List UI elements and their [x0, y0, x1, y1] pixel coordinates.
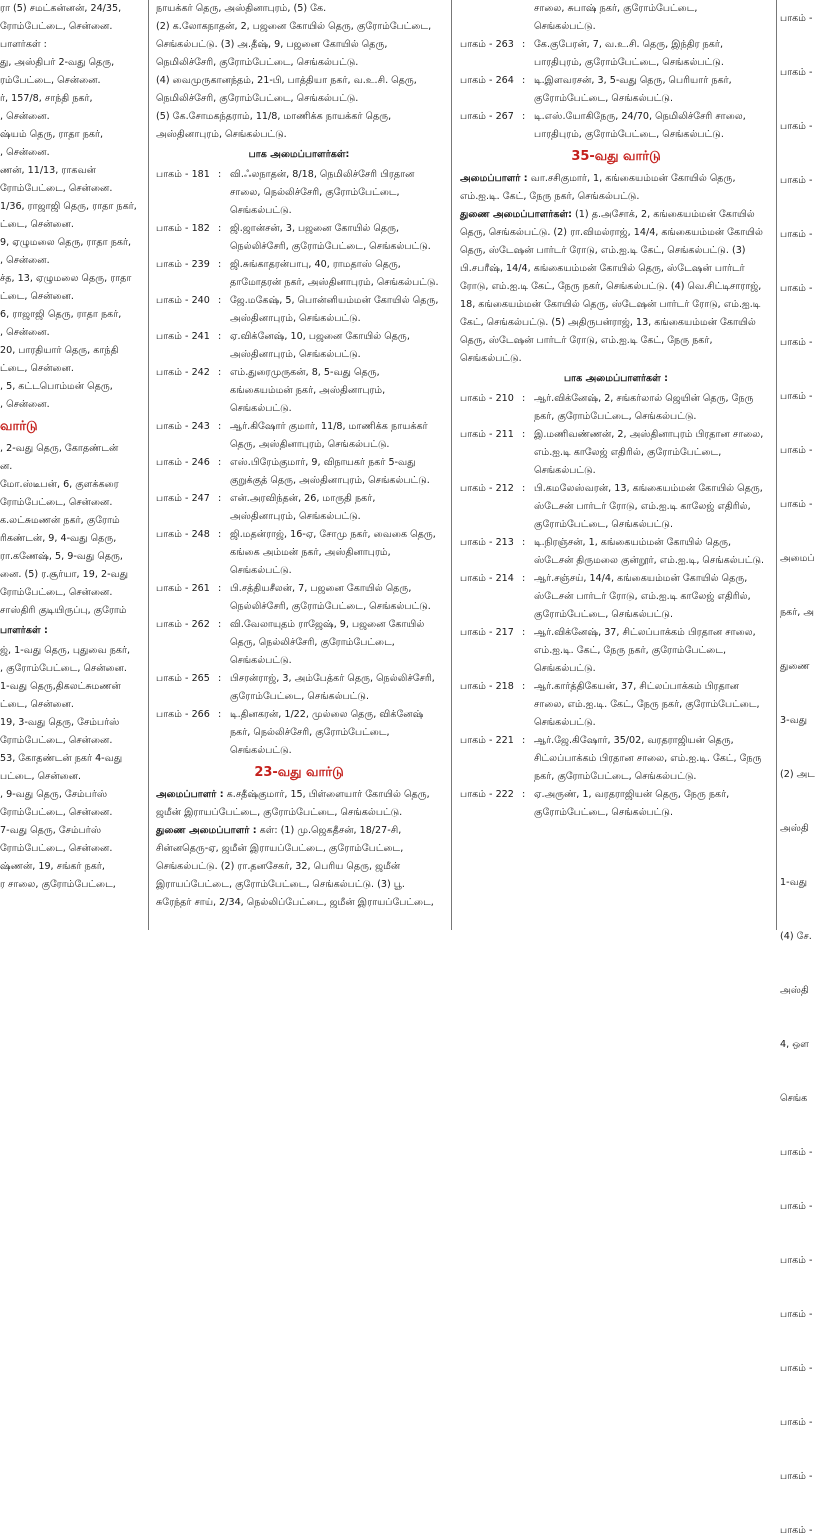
- text-line: , 5, கட்டபொம்மன் தெரு,: [0, 381, 113, 392]
- column-3-top: [460, 0, 772, 36]
- deputy-label: துணை அமைப்பாளர் :: [156, 825, 257, 836]
- text-line: ஜ், 1-வது தெரு, புதுவை நகர்,: [0, 645, 131, 656]
- text-line: ட்டை, சென்னை.: [0, 699, 74, 710]
- booth-entry: [460, 108, 772, 144]
- booth-heading: பாக அமைப்பாளர்கள்:: [248, 149, 350, 160]
- text-line: பட்டை, சென்னை.: [0, 771, 82, 782]
- booth-number: பாகம் - 181: [156, 169, 210, 180]
- text-line: ணன், 11/13, ராகவன்: [0, 165, 96, 176]
- separator: :: [522, 393, 526, 404]
- booth-number: பாகம் - 182: [156, 223, 210, 234]
- text-line: அமைப்: [780, 553, 815, 564]
- text-line: பாகம் -: [780, 229, 813, 240]
- separator: :: [522, 111, 526, 122]
- separator: :: [522, 39, 526, 50]
- booth-address: பி.சத்தியசீலன், 7, பஜனை கோயில் தெரு, நெல்லிச்சேரி, குரோம்பேட்டை, செங்கல்பட்டு.: [230, 583, 431, 612]
- separator: :: [218, 457, 222, 468]
- text-line: ரம்பேட்டை, சென்னை.: [0, 75, 101, 86]
- booth-entry: [156, 256, 442, 292]
- booth-number: பாகம் - 261: [156, 583, 210, 594]
- text-line: ரோம்பேட்டை, சென்னை.: [0, 183, 113, 194]
- booth-number: பாகம் - 242: [156, 367, 210, 378]
- booth-entry: [156, 292, 442, 328]
- booth-entry: [156, 220, 442, 256]
- text-line: ரிகண்டன், 9, 4-வது தெரு,: [0, 533, 117, 544]
- text-line: மோ.ஸ்டீபன், 6, குளக்கரை: [0, 479, 119, 490]
- text-line: க.லட்சுமணன் நகர், குரோம்: [0, 515, 120, 526]
- text-line: பாகம் -: [780, 499, 813, 510]
- booth-address: எம்.துரைமுருகன், 8, 5-வது தெரு, கங்கையம்மன் நகர், அஸ்தினாபுரம், செங்கல்பட்டு.: [230, 367, 386, 414]
- text-line: 3-வது: [780, 715, 808, 726]
- text-line: நெமிலிச்சேரி, குரோம்பேட்டை, செங்கல்பட்டு.: [156, 93, 359, 104]
- text-line: (2) க.லோகநாதன், 2, பஜனை கோயில் தெரு, குரோம்பேட்டை,: [156, 21, 432, 32]
- separator: :: [522, 789, 526, 800]
- text-line: ட்டை, சென்னை.: [0, 363, 74, 374]
- booth-number: பாகம் - 247: [156, 493, 210, 504]
- booth-address: ஜி.மதன்ராஜ், 16-ஏ, சோமு நகர், வைகை தெரு, கங்கை அம்மன் நகர், அஸ்தினாபுரம், செங்கல்பட்டு.: [230, 529, 436, 576]
- text-line: பாகம் -: [780, 1525, 813, 1536]
- booth-number: பாகம் - 241: [156, 331, 210, 342]
- column-1-lines-c: [0, 642, 140, 894]
- text-line: , குரோம்பேட்டை, சென்னை.: [0, 663, 127, 674]
- booth-entry: [460, 480, 772, 534]
- text-line: ரோம்பேட்டை, சென்னை.: [0, 807, 113, 818]
- separator: :: [522, 627, 526, 638]
- booth-number: பாகம் - 248: [156, 529, 210, 540]
- separator: :: [522, 537, 526, 548]
- text-line: பாகம் -: [780, 391, 813, 402]
- text-line: பாகம் -: [780, 175, 813, 186]
- booth-address: டி.இளவரசன், 3, 5-வது தெரு, பெரியார் நகர், குரோம்பேட்டை, செங்கல்பட்டு.: [534, 75, 732, 104]
- booth-heading: பாக அமைப்பாளர்கள் :: [563, 373, 669, 384]
- booth-entry: [156, 706, 442, 760]
- text-line: (5) கே.சோமகந்தராம், 11/8, மாணிக்க நாயக்கர் தெரு,: [156, 111, 392, 122]
- text-line: பாகம் -: [780, 13, 813, 24]
- separator: :: [218, 529, 222, 540]
- column-1-lines-b: [0, 440, 140, 620]
- organizer-paragraph: [156, 786, 442, 822]
- booth-address: ஆர்.விக்னேஷ், 37, சிட்லப்பாக்கம் பிரதான சாலை, எம்.ஐ.டி. கேட், நேரு நகர், குரோம்பேட்டை, செங்கல்பட்டு.: [534, 627, 756, 674]
- text-line: 7-வது தெரு, சேம்பர்ஸ்: [0, 825, 102, 836]
- booth-address: ஆர்.விக்னேஷ், 2, சங்கர்லால் ஜெயின் தெரு, நேரு நகர், குரோம்பேட்டை, செங்கல்பட்டு.: [534, 393, 754, 422]
- text-line: ரோம்பேட்டை, சென்னை.: [0, 497, 113, 508]
- booth-address: ஜி.சுங்காதரன்பாபு, 40, ராமதாஸ் தெரு, தாமோதரன் நகர், அஸ்தினாபுரம், செங்கல்பட்டு.: [230, 259, 439, 288]
- text-line: ரா (5) சமட்கன்னன், 24/35,: [0, 3, 122, 14]
- text-line: ஷ்யம் தெரு, ராதா நகர்,: [0, 129, 104, 140]
- text-line: ஷ்ணன், 19, சங்கர் நகர்,: [0, 861, 105, 872]
- booth-number: பாகம் - 214: [460, 573, 514, 584]
- booth-number: பாகம் - 213: [460, 537, 514, 548]
- separator: :: [522, 483, 526, 494]
- text-line: , சென்னை.: [0, 399, 50, 410]
- separator: :: [218, 259, 222, 270]
- text-line: ன.: [0, 461, 13, 472]
- booth-number: பாகம் - 211: [460, 429, 514, 440]
- booth-entry: [156, 670, 442, 706]
- booth-address: ஆர்.சஞ்சய், 14/4, கங்கையம்மன் கோயில் தெரு, ஸ்டேசன் பார்டர் ரோடு, எம்.ஐ.டி காலேஜ் எதிரில், குரோம்பேட்டை, செங்கல்பட்டு.: [534, 573, 751, 620]
- text-line: , சென்னை.: [0, 255, 50, 266]
- booth-entry: [460, 678, 772, 732]
- text-line: ச்த, 13, ஏழுமலை தெரு, ராதா: [0, 273, 132, 284]
- text-line: , சென்னை.: [0, 327, 50, 338]
- column-4-mid: [780, 550, 815, 1108]
- booth-number: பாகம் - 240: [156, 295, 210, 306]
- text-line: பாகம் -: [780, 445, 813, 456]
- booth-entry: [460, 390, 772, 426]
- booth-address: ஜி.ஜான்சன், 3, பஜனை கோயில் தெரு, நெல்லிச்சேரி, குரோம்பேட்டை, செங்கல்பட்டு.: [230, 223, 431, 252]
- booth-entry: [156, 526, 442, 580]
- booth-number: பாகம் - 221: [460, 735, 514, 746]
- text-line: (4) வைமுருகானந்தம், 21-பி, பாத்தியா நகர், வ.உ.சி. தெரு,: [156, 75, 417, 86]
- separator: :: [218, 169, 222, 180]
- text-line: ரோம்பேட்டை, சென்னை.: [0, 587, 113, 598]
- text-line: ரோம்பேட்டை, சென்னை.: [0, 843, 113, 854]
- text-line: பாகம் -: [780, 1147, 813, 1158]
- ward-title: 35-வது வார்டு: [571, 149, 661, 164]
- text-line: பாகம் -: [780, 1201, 813, 1212]
- booth-number: பாகம் - 243: [156, 421, 210, 432]
- text-line: 20, பாரதியார் தெரு, காந்தி: [0, 345, 119, 356]
- booth-entry: [156, 364, 442, 418]
- deputy-paragraph: [460, 206, 772, 368]
- organizer-paragraph: [460, 170, 772, 206]
- separator: :: [522, 735, 526, 746]
- ward-title-fragment: வார்டு: [0, 419, 38, 434]
- text-line: ரா.கணேஷ், 5, 9-வது தெரு,: [0, 551, 123, 562]
- booth-entry: [156, 454, 442, 490]
- organizer-text: க.சதீஷ்குமார், 15, பிள்ளையார் கோயில் தெரு, ஜமீன் இராயப்பேட்டை, குரோம்பேட்டை, செங்கல்பட்டு.: [156, 789, 430, 818]
- booth-entry: [460, 786, 772, 822]
- booth-address: என்.அரவிந்தன், 26, மாருதி நகர், அஸ்தினாபுரம், செங்கல்பட்டு.: [230, 493, 376, 522]
- booth-address: டி.எஸ்.யோகிநேரு, 24/70, நெமிலிச்சேரி சாலை, பாரதிபுரம், குரோம்பேட்டை, செங்கல்பட்டு.: [534, 111, 746, 140]
- text-line: பாகம் -: [780, 1417, 813, 1428]
- text-line: செங்கல்பட்டு.: [534, 21, 596, 32]
- booth-number: பாகம் - 217: [460, 627, 514, 638]
- booth-address: டி.தினகரன், 1/22, முல்லை தெரு, விக்னேஷ் நகர், நெல்லிச்சேரி, குரோம்பேட்டை, செங்கல்பட்டு.: [230, 709, 424, 756]
- booth-list: [156, 166, 442, 760]
- text-line: பாகம் -: [780, 1471, 813, 1482]
- booth-number: பாகம் - 218: [460, 681, 514, 692]
- text-line: 6, ராஜாஜி தெரு, ராதா நகர்,: [0, 309, 122, 320]
- separator: :: [218, 709, 222, 720]
- booth-number: பாகம் - 212: [460, 483, 514, 494]
- deputy-text: கள்: (1) மு.ஜெகதீசன், 18/27-சி, சின்னதெரு-ஏ, ஜமீன் இராயப்பேட்டை, குரோம்பேட்டை, செங்கல்பட்டு. (2) ரா.தனசேகர், 32, பெரிய தெரு, ஜமீன் இராயப்பேட்டை, குரோம்பேட்டை, செங்கல்பட்டு. (3) பூ. சுரேந்தர் சாய், 2/34, நெல்லிப்பேட்டை, ஜமீன் இராயப்பேட்டை,: [156, 825, 434, 908]
- booth-address: ஆர்.ஜே.கிஷோர், 35/02, வரதராஜியன் தெரு, சிட்லப்பாக்கம் பிரதான சாலை, எம்.ஐ.டி. கேட், நேரு நகர், குரோம்பேட்டை, செங்கல்பட்டு.: [534, 735, 762, 782]
- text-line: பாகம் -: [780, 1309, 813, 1320]
- booth-address: வி.ஃலநாதன், 8/18, நெமிலிச்சேரி பிரதான சாலை, நெல்லிச்சேரி, குரோம்பேட்டை, செங்கல்பட்டு.: [230, 169, 415, 216]
- text-line: பாளர்கள் :: [0, 39, 47, 50]
- text-line: 1-வது: [780, 877, 808, 888]
- column-1: [0, 0, 140, 930]
- deputy-paragraph: [156, 822, 442, 912]
- text-line: செங்கல்பட்டு. (3) அ.தீஷ், 9, பஜனை கோயில் தெரு,: [156, 39, 388, 50]
- text-line: 1/36, ராஜாஜி தெரு, ராதா நகர்,: [0, 201, 137, 212]
- booth-entry: [156, 580, 442, 616]
- organizer-text: வா.சசிகுமார், 1, கங்கையம்மன் கோயில் தெரு, எம்.ஐ.டி. கேட், நேரு நகர், செங்கல்பட்டு.: [460, 173, 736, 202]
- separator: :: [218, 673, 222, 684]
- ward-title: 23-வது வார்டு: [254, 765, 344, 780]
- separator: :: [522, 681, 526, 692]
- booth-number: பாகம் - 239: [156, 259, 210, 270]
- text-line: 4, ஒள: [780, 1039, 809, 1050]
- separator: :: [218, 331, 222, 342]
- text-line: னை. (5) ர.சூர்யா, 19, 2-வது: [0, 569, 129, 580]
- booth-address: ஆர்.கார்த்திகேயன், 37, சிட்லப்பாக்கம் பிரதான சாலை, எம்.ஐ.டி. கேட், நேரு நகர், குரோம்பேட்டை, செங்கல்பட்டு.: [534, 681, 760, 728]
- booth-list-a: [460, 36, 772, 144]
- booth-list-b: [460, 390, 772, 822]
- separator: :: [522, 429, 526, 440]
- booth-entry: [156, 616, 442, 670]
- column-rule: [451, 0, 452, 930]
- separator: :: [218, 421, 222, 432]
- separator: :: [218, 583, 222, 594]
- separator: :: [218, 367, 222, 378]
- booth-address: வி.வேலாயுதம் ராஜேஷ், 9, பஜனை கோயில் தெரு, நெல்லிச்சேரி, குரோம்பேட்டை, செங்கல்பட்டு.: [230, 619, 425, 666]
- text-line: பாகம் -: [780, 1255, 813, 1266]
- deputy-text: (1) த.அசோக், 2, கங்கையம்மன் கோயில் தெரு, செங்கல்பட்டு. (2) ரா.விமல்ராஜ், 14/4, கங்கையம்மன் கோயில் தெரு, ஸ்டேஷன் பார்டர் ரோடு, எம்.ஐ.டி கேட், செங்கல்பட்டு. (3) பி.சபரீஷ், 14/4, கங்கையம்மன் கோயில் தெரு, ஸ்டேஷன் பார்டர் ரோடு, எம்.ஐ.டி கேட், நேரு நகர், செங்கல்பட்டு. (4) வெ.சிட்டிசாராஜ், 18, கங்கையம்மன் கோயில் தெரு, ஸ்டேஷன் பார்டர் ரோடு, எம்.ஐ.டி கேட், செங்கல்பட்டு. (5) அதிருபன்ராஜ், 13, கங்கையம்மன் கோயில் தெரு, ஸ்டேஷன் பார்டர் ரோடு, எம்.ஐ.டி கேட், நேரு நகர், செங்கல்பட்டு.: [460, 209, 763, 364]
- text-line: 1-வது தெரு,திகலட்சுமணன்: [0, 681, 121, 692]
- text-line: பாகம் -: [780, 67, 813, 78]
- text-line: நகர், அ: [780, 607, 815, 618]
- booth-number: பாகம் - 262: [156, 619, 210, 630]
- booth-number: பாகம் - 263: [460, 39, 514, 50]
- text-line: சாலை, சுபாஷ் நகர், குரோம்பேட்டை,: [534, 3, 698, 14]
- booth-number: பாகம் - 265: [156, 673, 210, 684]
- text-line: பாகம் -: [780, 337, 813, 348]
- booth-number: பாகம் - 222: [460, 789, 514, 800]
- booth-entry: [460, 36, 772, 72]
- text-line: நெமிலிச்சேரி, குரோம்பேட்டை, செங்கல்பட்டு.: [156, 57, 359, 68]
- text-line: , 9-வது தெரு, சேம்பர்ஸ்: [0, 789, 108, 800]
- section-heading-fragment: பாளர்கள் :: [0, 625, 48, 636]
- booth-number: பாகம் - 266: [156, 709, 210, 720]
- organizer-label: அமைப்பாளர் :: [156, 789, 224, 800]
- booth-address: பிசரன்ராஜ், 3, அம்பேத்கர் தெரு, நெல்லிச்சேரி, குரோம்பேட்டை, செங்கல்பட்டு.: [230, 673, 435, 702]
- text-line: 19, 3-வது தெரு, சேம்பர்ஸ்: [0, 717, 120, 728]
- column-4: [780, 0, 815, 1536]
- booth-address: ஜே.மகேஷ், 5, பொன்னியம்மன் கோயில் தெரு, அஸ்தினாபுரம், செங்கல்பட்டு.: [230, 295, 439, 324]
- text-line: ரோம்பேட்டை, சென்னை.: [0, 735, 113, 746]
- text-line: (4) சே.: [780, 931, 812, 942]
- separator: :: [218, 619, 222, 630]
- booth-entry: [156, 490, 442, 526]
- text-line: , சென்னை.: [0, 147, 50, 158]
- booth-entry: [460, 624, 772, 678]
- booth-address: டி.நிரஞ்சன், 1, கங்கையம்மன் கோயில் தெரு, ஸ்டேசன் திருமலை குன்றூர், எம்.ஐ.டி, செங்கல்பட்டு.: [534, 537, 765, 566]
- text-line: 9, ஏழுமலை தெரு, ராதா நகர்,: [0, 237, 132, 248]
- text-line: 53, கோதண்டன் நகர் 4-வது: [0, 753, 123, 764]
- column-4-lines: [780, 0, 813, 514]
- booth-entry: [460, 534, 772, 570]
- booth-address: எஸ்.பிரேம்குமார், 9, விநாயகர் நகர் 5-வது குறுக்குத் தெரு, அஸ்தினாபுரம், செங்கல்பட்டு.: [230, 457, 430, 486]
- booth-address: ஏ.அருண், 1, வரதராஜியன் தெரு, நேரு நகர், குரோம்பேட்டை, செங்கல்பட்டு.: [534, 789, 730, 818]
- text-line: பாகம் -: [780, 283, 813, 294]
- text-line: ட்டை, சென்னை.: [0, 219, 74, 230]
- booth-address: ஆர்.கிஷோர் குமார், 11/8, மாணிக்க நாயக்கர் தெரு, அஸ்தினாபுரம், செங்கல்பட்டு.: [230, 421, 428, 450]
- column-4-bottom: [780, 1144, 813, 1540]
- text-line: ர், 157/8, சாந்தி நகர்,: [0, 93, 93, 104]
- deputy-label: துணை அமைப்பாளர்கள்:: [460, 209, 572, 220]
- text-line: அஸ்தினாபுரம், செங்கல்பட்டு.: [156, 129, 287, 140]
- booth-entry: [156, 328, 442, 364]
- booth-entry: [156, 418, 442, 454]
- booth-number: பாகம் - 210: [460, 393, 514, 404]
- column-rule: [148, 0, 149, 930]
- text-line: செங்க: [780, 1093, 808, 1104]
- booth-entry: [460, 72, 772, 108]
- separator: :: [522, 75, 526, 86]
- column-3: [460, 0, 772, 930]
- column-2-intro: [156, 0, 442, 144]
- text-line: (2) அட: [780, 769, 815, 780]
- booth-number: பாகம் - 264: [460, 75, 514, 86]
- booth-address: பி.கமலேஸ்வரன், 13, கங்கையம்மன் கோயில் தெரு, ஸ்டேசன் பார்டர் ரோடு, எம்.ஐ.டி காலேஜ் எதிரில், குரோம்பேட்டை, செங்கல்பட்டு.: [534, 483, 763, 530]
- booth-number: பாகம் - 267: [460, 111, 514, 122]
- text-line: துணை: [780, 661, 810, 672]
- separator: :: [218, 493, 222, 504]
- column-2: [156, 0, 442, 930]
- text-line: பாகம் -: [780, 1363, 813, 1374]
- organizer-label: அமைப்பாளர் :: [460, 173, 528, 184]
- text-line: அஸ்தி: [780, 823, 809, 834]
- booth-entry: [156, 166, 442, 220]
- booth-entry: [460, 732, 772, 786]
- text-line: சாஸ்திரி குடியிருப்பு, குரோம்: [0, 605, 127, 616]
- separator: :: [522, 573, 526, 584]
- booth-address: ஏ.விக்னேஷ், 10, பஜனை கோயில் தெரு, அஸ்தினாபுரம், செங்கல்பட்டு.: [230, 331, 410, 360]
- booth-address: இ.மணிவண்ணன், 2, அஸ்தினாபுரம் பிரதான சாலை, எம்.ஐ.டி காலேஜ் எதிரில், குரோம்பேட்டை, செங்கல்பட்டு.: [534, 429, 764, 476]
- column-1-lines-a: [0, 0, 140, 414]
- text-line: அஸ்தி: [780, 985, 809, 996]
- separator: :: [218, 223, 222, 234]
- text-line: , 2-வது தெரு, கோதண்டன்: [0, 443, 119, 454]
- text-line: து, அஸ்திபர் 2-வது தெரு,: [0, 57, 115, 68]
- text-line: பாகம் -: [780, 121, 813, 132]
- text-line: ர சாலை, குரோம்பேட்டை,: [0, 879, 116, 890]
- separator: :: [218, 295, 222, 306]
- booth-address: கே.குபேரன், 7, வ.உ.சி. தெரு, இந்திர நகர், பாரதிபுரம், குரோம்பேட்டை, செங்கல்பட்டு.: [534, 39, 724, 68]
- booth-entry: [460, 570, 772, 624]
- column-rule: [776, 0, 777, 930]
- text-line: நாயக்கர் தெரு, அஸ்தினாபுரம், (5) கே.: [156, 3, 327, 14]
- text-line: ட்டை, சென்னை.: [0, 291, 74, 302]
- text-line: ரோம்பேட்டை, சென்னை.: [0, 21, 113, 32]
- booth-entry: [460, 426, 772, 480]
- booth-number: பாகம் - 246: [156, 457, 210, 468]
- text-line: , சென்னை.: [0, 111, 50, 122]
